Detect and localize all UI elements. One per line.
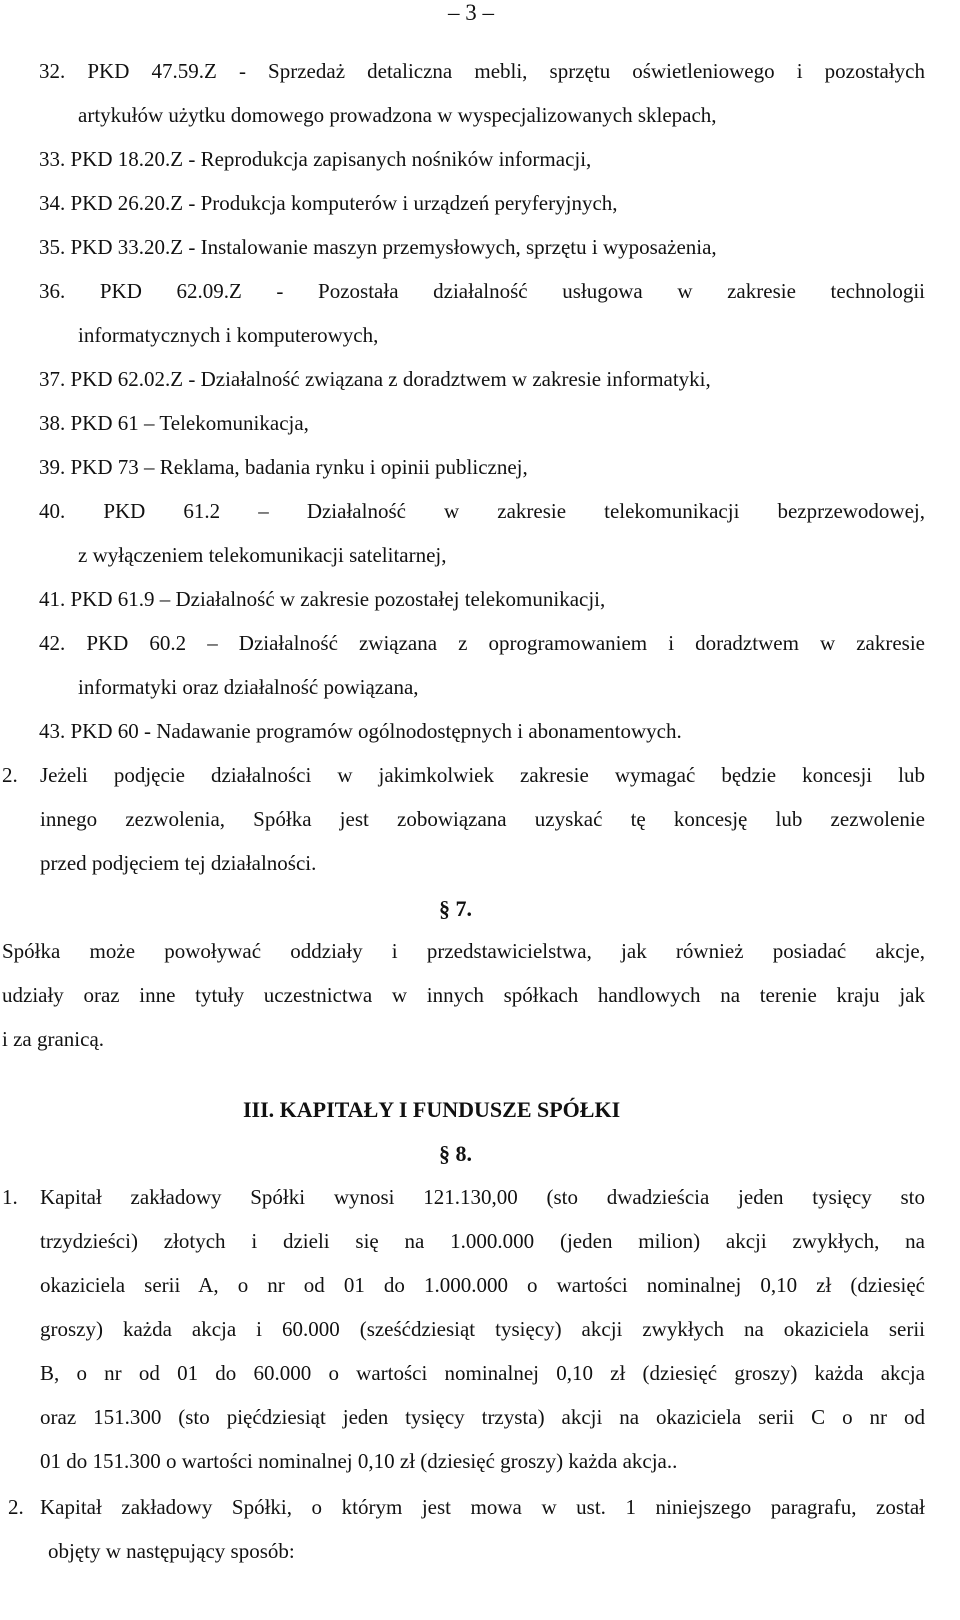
para-1-line-6: oraz 151.300 (sto pięćdziesiąt jeden tysięcy trzysta) akcji na okaziciela serii C o nr od xyxy=(40,1405,925,1429)
list-item-38: 38. PKD 61 – Telekomunikacja, xyxy=(39,411,309,435)
para-2-line-2: objęty w następujący sposób: xyxy=(48,1539,295,1563)
para-1-line-1: Kapitał zakładowy Spółki wynosi 121.130,00 (sto dwadzieścia jeden tysięcy sto xyxy=(40,1185,925,1209)
para-1-line-2: trzydzieści) złotych i dzieli się na 1.000.000 (jeden milion) akcji zwykłych, na xyxy=(40,1229,925,1253)
list-item-36-line-1: 36. PKD 62.09.Z - Pozostała działalność usługowa w zakresie technologii xyxy=(39,279,925,303)
list-item-34: 34. PKD 26.20.Z - Produkcja komputerów i urządzeń peryferyjnych, xyxy=(39,191,618,215)
list-item-39: 39. PKD 73 – Reklama, badania rynku i opinii publicznej, xyxy=(39,455,528,479)
point-2-line-1: Jeżeli podjęcie działalności w jakimkolwiek zakresie wymagać będzie koncesji lub xyxy=(40,763,925,787)
list-item-32-line-1: 32. PKD 47.59.Z - Sprzedaż detaliczna mebli, sprzętu oświetleniowego i pozostałych xyxy=(39,59,925,83)
chapter-title: III. KAPITAŁY I FUNDUSZE SPÓŁKI xyxy=(243,1097,621,1122)
list-item-40-line-1: 40. PKD 61.2 – Działalność w zakresie telekomunikacji bezprzewodowej, xyxy=(39,499,925,523)
section-7-line-2: udziały oraz inne tytuły uczestnictwa w innych spółkach handlowych na terenie kraju jak xyxy=(2,983,925,1007)
section-7-line-3: i za granicą. xyxy=(2,1027,105,1051)
list-item-36-line-2: informatycznych i komputerowych, xyxy=(78,323,379,347)
list-item-42-line-2: informatyki oraz działalność powiązana, xyxy=(78,675,419,699)
list-item-42-line-1: 42. PKD 60.2 – Działalność związana z oprogramowaniem i doradztwem w zakresie xyxy=(39,631,925,655)
list-item-33: 33. PKD 18.20.Z - Reprodukcja zapisanych nośników informacji, xyxy=(39,147,592,171)
list-item-32-line-2: artykułów użytku domowego prowadzona w wyspecjalizowanych sklepach, xyxy=(78,103,717,127)
para-1-line-4: groszy) każda akcja i 60.000 (sześćdziesiąt tysięcy) akcji zwykłych na okaziciela serii xyxy=(40,1317,925,1341)
point-2-line-2: innego zezwolenia, Spółka jest zobowiązana uzyskać tę koncesję lub zezwolenie xyxy=(40,807,925,831)
page-number: – 3 – xyxy=(448,0,494,25)
list-item-41: 41. PKD 61.9 – Działalność w zakresie pozostałej telekomunikacji, xyxy=(39,587,606,611)
list-item-43: 43. PKD 60 - Nadawanie programów ogólnodostępnych i abonamentowych. xyxy=(39,719,682,743)
list-item-37: 37. PKD 62.02.Z - Działalność związana z doradztwem w zakresie informatyki, xyxy=(39,367,711,391)
para-2-line-1: Kapitał zakładowy Spółki, o którym jest mowa w ust. 1 niniejszego paragrafu, został xyxy=(40,1495,925,1519)
section-8-heading: § 8. xyxy=(439,1141,472,1166)
list-item-35: 35. PKD 33.20.Z - Instalowanie maszyn przemysłowych, sprzętu i wyposażenia, xyxy=(39,235,717,259)
para-1-line-7: 01 do 151.300 o wartości nominalnej 0,10 zł (dziesięć groszy) każda akcja.. xyxy=(40,1449,678,1473)
para-1-number: 1. xyxy=(2,1185,18,1209)
point-2-number: 2. xyxy=(2,763,18,787)
list-item-40-line-2: z wyłączeniem telekomunikacji satelitarnej, xyxy=(78,543,447,567)
para-1-line-3: okaziciela serii A, o nr od 01 do 1.000.000 o wartości nominalnej 0,10 zł (dziesięć xyxy=(40,1273,925,1297)
section-7-line-1: Spółka może powoływać oddziały i przedstawicielstwa, jak również posiadać akcje, xyxy=(2,939,925,963)
section-7-heading: § 7. xyxy=(439,896,472,921)
para-1-line-5: B, o nr od 01 do 60.000 o wartości nominalnej 0,10 zł (dziesięć groszy) każda akcja xyxy=(40,1361,925,1385)
para-2-number: 2. xyxy=(8,1495,24,1519)
point-2-line-3: przed podjęciem tej działalności. xyxy=(40,851,317,875)
